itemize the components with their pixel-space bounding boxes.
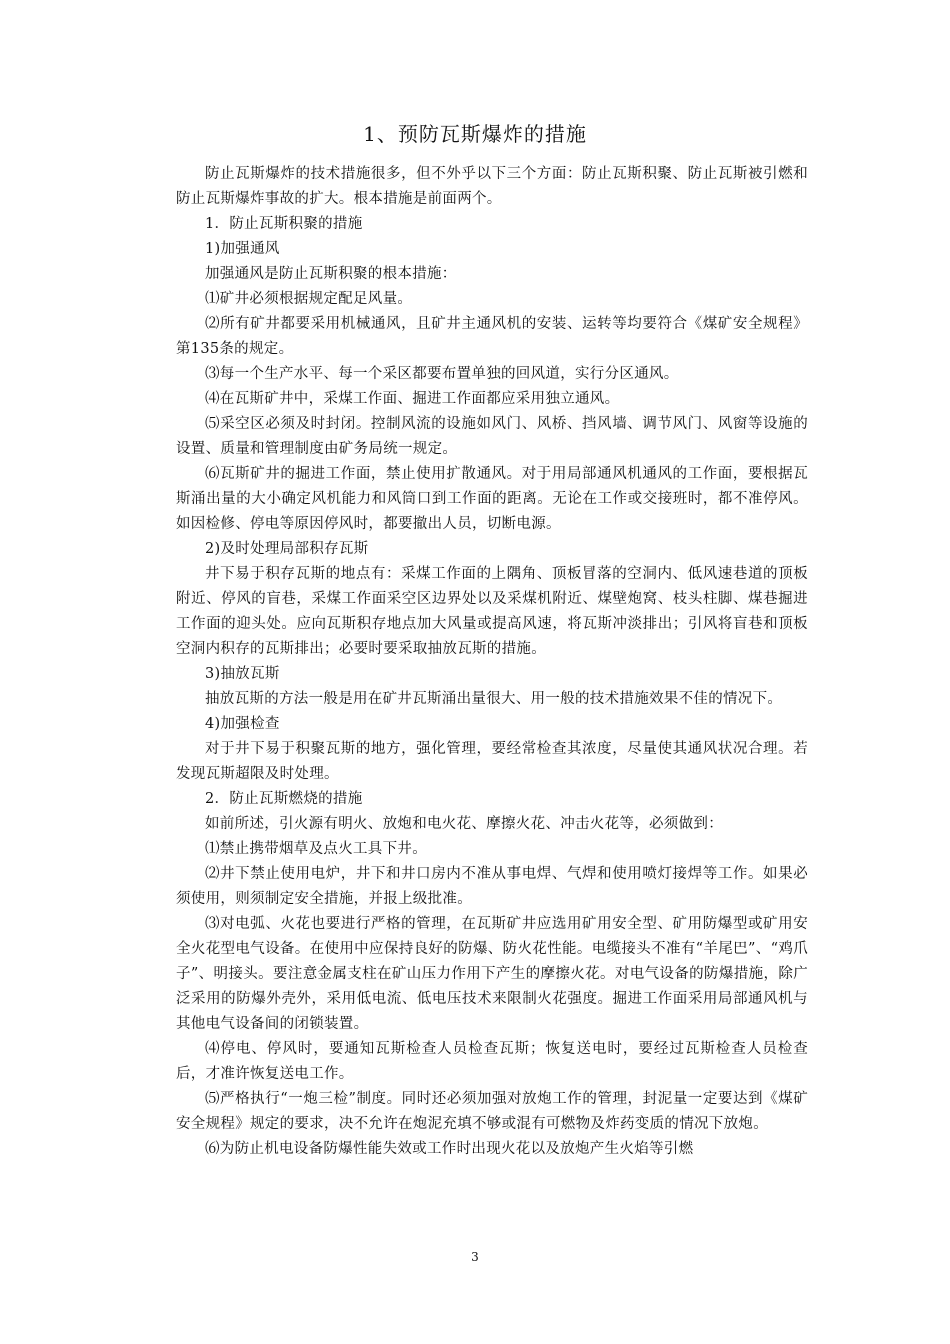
page-number: 3 xyxy=(471,1250,479,1264)
list-item: ⑴矿井必须根据规定配足风量。 xyxy=(205,291,413,307)
section-heading-1: 1．防止瓦斯积聚的措施 xyxy=(205,216,363,232)
list-item: ⑸严格执行“一炮三检”制度。同时还必须加强对放炮工作的管理，封泥量一定要达到《煤矿安全规程》规定的要求，决不允许在炮泥充填不够或混有可燃物及炸药变质的情况下放炮。 xyxy=(176,1091,808,1132)
subheading-local-gas: 2)及时处理局部积存瓦斯 xyxy=(205,541,369,557)
list-item: ⑶每一个生产水平、每一个采区都要布置单独的回风道，实行分区通风。 xyxy=(205,366,679,382)
list-item: ⑶对电弧、火花也要进行严格的管理，在瓦斯矿井应选用矿用安全型、矿用防爆型或矿用安全火花型电气设备。在使用中应保持良好的防爆、防火花性能。电缆接头不准有“羊尾巴”、“鸡爪子”、明接头。要注意金属支柱在矿山压力作用下产生的摩擦火花。对电气设备的防爆措施，除广泛采用的防爆外壳外，采用低电流、低电压技术来限制火花强度。掘进工作面采用局部通风机与其他电气设备间的闭锁装置。 xyxy=(176,916,808,1032)
list-item: ⑵所有矿井都要采用机械通风，且矿井主通风机的安装、运转等均要符合《煤矿安全规程》第135条的规定。 xyxy=(176,316,808,357)
paragraph: 井下易于积存瓦斯的地点有：采煤工作面的上隅角、顶板冒落的空洞内、低风速巷道的顶板附近、停风的盲巷，采煤工作面采空区边界处以及采煤机附近、煤壁炮窝、枝头柱脚、煤巷掘进工作面的迎头处。应向瓦斯积存地点加大风量或提高风速，将瓦斯冲淡排出；引风将盲巷和顶板空洞内积存的瓦斯排出；必要时要采取抽放瓦斯的措施。 xyxy=(176,566,808,657)
paragraph: 抽放瓦斯的方法一般是用在矿井瓦斯涌出量很大、用一般的技术措施效果不佳的情况下。 xyxy=(205,691,783,707)
list-item: ⑷在瓦斯矿井中，采煤工作面、掘进工作面都应采用独立通风。 xyxy=(205,391,620,407)
list-item: ⑷停电、停风时，要通知瓦斯检查人员检查瓦斯；恢复送电时，要经过瓦斯检查人员检查后，才准许恢复送电工作。 xyxy=(176,1041,808,1082)
paragraph: 如前所述，引火源有明火、放炮和电火花、摩擦火花、冲击火花等，必须做到： xyxy=(205,816,723,832)
subheading-drainage: 3)抽放瓦斯 xyxy=(205,666,280,682)
list-item: ⑵井下禁止使用电炉，井下和井口房内不准从事电焊、气焊和使用喷灯接焊等工作。如果必须使用，则须制定安全措施，并报上级批准。 xyxy=(176,866,808,907)
list-item: ⑸采空区必须及时封闭。控制风流的设施如风门、风桥、挡风墙、调节风门、风窗等设施的设置、质量和管理制度由矿务局统一规定。 xyxy=(176,416,808,457)
list-item: ⑴禁止携带烟草及点火工具下井。 xyxy=(205,841,427,857)
subheading-ventilation: 1)加强通风 xyxy=(205,241,280,257)
list-item: ⑹为防止机电设备防爆性能失效或工作时出现火花以及放炮产生火焰等引燃 xyxy=(205,1141,694,1157)
section-heading-2: 2．防止瓦斯燃烧的措施 xyxy=(205,791,363,807)
document-body xyxy=(176,162,808,1162)
paragraph: 对于井下易于积聚瓦斯的地方，强化管理，要经常检查其浓度，尽量使其通风状况合理。若发现瓦斯超限及时处理。 xyxy=(176,741,808,782)
paragraph-intro: 防止瓦斯爆炸的技术措施很多，但不外乎以下三个方面：防止瓦斯积聚、防止瓦斯被引燃和防止瓦斯爆炸事故的扩大。根本措施是前面两个。 xyxy=(176,166,808,207)
document-title: 1、预防瓦斯爆炸的措施 xyxy=(363,122,587,146)
subheading-inspection: 4)加强检查 xyxy=(205,716,280,732)
list-item: ⑹瓦斯矿井的掘进工作面，禁止使用扩散通风。对于用局部通风机通风的工作面，要根据瓦斯涌出量的大小确定风机能力和风筒口到工作面的距离。无论在工作或交接班时，都不准停风。如因检修、停电等原因停风时，都要撤出人员，切断电源。 xyxy=(176,466,808,532)
paragraph: 加强通风是防止瓦斯积聚的根本措施： xyxy=(205,266,457,282)
